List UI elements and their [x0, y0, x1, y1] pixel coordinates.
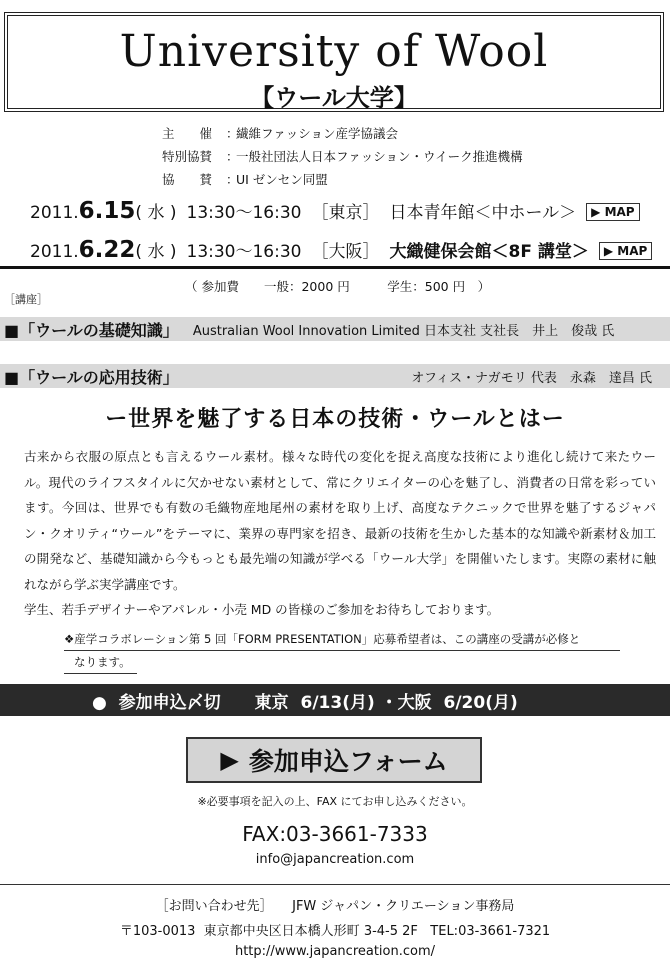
session-venue: 大織健保会館＜8F 講堂＞ — [389, 242, 589, 262]
lecture-applied — [0, 364, 670, 388]
contact-heading: ［お問い合わせ先］ JFW ジャパン・クリエーション事務局 — [155, 899, 515, 914]
session-weekday: ( 水 ) — [135, 203, 177, 223]
organizer-row-host: 主 催 ： 繊維ファッション産学協議会 — [162, 122, 523, 145]
description-paragraph: 学生、若手デザイナーやアパレル・小売 MD の皆様のご参加をお待ちしております。 — [24, 602, 500, 617]
session-time: 13:30〜16:30 — [186, 203, 302, 223]
session-year: 2011. — [30, 203, 79, 223]
lecture-basic — [0, 317, 670, 341]
title-box — [4, 12, 664, 112]
lectures-label: ［講座］ — [4, 293, 48, 306]
session-weekday: ( 水 ) — [135, 242, 177, 262]
organizer-key: 特別協賛 — [162, 149, 213, 164]
lecture-speaker: Australian Wool Innovation Limited 日本支社 支社長 井上 俊哉 氏 — [192, 323, 615, 339]
email-link[interactable]: info@japancreation.com — [255, 852, 415, 867]
description-paragraph: 古来から衣服の原点とも言えるウール素材。様々な時代の変化を捉え高度な技術により進化し続けて来たウール。現代のライフスタイルに欠かせない素材として、常にクリエイターの心を魅了し、消費者の日常を彩っています。今回は、世界でも有数の毛織物産地尾州の素材を取り上げ、高度なテクニックで世界を魅了するジャパン・クオリティ“ウール”をテーマに、業界の専門家を招き、最新の技術を生かした基本的な知識や新素材＆加工の開発など、基礎知識から今もっとも最先端の知識が学べる「ウール大学」を開催いたします。実際の素材に触れながら学ぶ実学講座です。 — [24, 449, 656, 592]
session-osaka — [30, 237, 652, 263]
lecture-title: ■「ウールの応用技術」 — [4, 367, 179, 387]
fee-info: （ 参加費 一般：2000 円 学生：500 円 ） — [185, 279, 491, 294]
organizer-key: 主 催 — [162, 126, 213, 141]
page-subtitle: 【ウール大学】 — [250, 84, 418, 112]
notice-line: なります。 — [64, 651, 137, 674]
website-link[interactable]: http://www.japancreation.com/ — [234, 944, 436, 959]
fax-number: FAX:03-3661-7333 — [242, 822, 428, 846]
session-time: 13:30〜16:30 — [186, 242, 302, 262]
organizers — [162, 122, 523, 191]
lecture-speaker: オフィス・ナガモリ 代表 永森 達昌 氏 — [411, 370, 652, 386]
deadline-banner: ● 参加申込〆切 東京 6/13(月) ・大阪 6/20(月) — [0, 684, 670, 716]
organizer-value: UI ゼンセン同盟 — [236, 172, 328, 187]
session-city: ［大阪］ — [311, 242, 380, 262]
session-year: 2011. — [30, 242, 79, 262]
lecture-title: ■「ウールの基礎知識」 — [4, 320, 179, 340]
map-button-osaka[interactable]: ▶ MAP — [599, 242, 652, 260]
divider — [0, 266, 670, 269]
map-button-tokyo[interactable]: ▶ MAP — [586, 203, 639, 221]
play-triangle-icon: ▶ — [220, 746, 239, 774]
notice — [64, 628, 620, 674]
page-title: University of Wool — [119, 26, 549, 77]
session-city: ［東京］ — [311, 203, 380, 223]
session-tokyo — [30, 198, 640, 224]
session-venue: 日本青年館＜中ホール＞ — [389, 203, 577, 223]
contact-address: 〒103-0013 東京都中央区日本橋人形町 3-4-5 2F TEL:03-3661-7321 — [119, 924, 551, 939]
form-note: ※必要事項を記入の上、FAX にてお申し込みください。 — [197, 795, 473, 808]
session-date: 6.22 — [78, 237, 136, 263]
organizer-value: 繊維ファッション産学協議会 — [236, 126, 399, 141]
headline: ー世界を魅了する日本の技術・ウールとはー — [105, 407, 565, 432]
organizer-value: 一般社団法人日本ファッション・ウイーク推進機構 — [236, 149, 523, 164]
divider — [0, 884, 670, 885]
description — [24, 444, 656, 623]
notice-line: ❖産学コラボレーション第 5 回「FORM PRESENTATION」応募希望者は、この講座の受講が必修と — [64, 628, 620, 651]
application-form-button[interactable] — [186, 737, 482, 783]
application-form-label: 参加申込フォーム — [248, 747, 448, 776]
organizer-key: 協 賛 — [162, 172, 213, 187]
organizer-row-special-sponsor: 特別協賛 ： 一般社団法人日本ファッション・ウイーク推進機構 — [162, 145, 523, 168]
session-date: 6.15 — [78, 198, 136, 224]
organizer-row-sponsor: 協 賛 ： UI ゼンセン同盟 — [162, 168, 523, 191]
